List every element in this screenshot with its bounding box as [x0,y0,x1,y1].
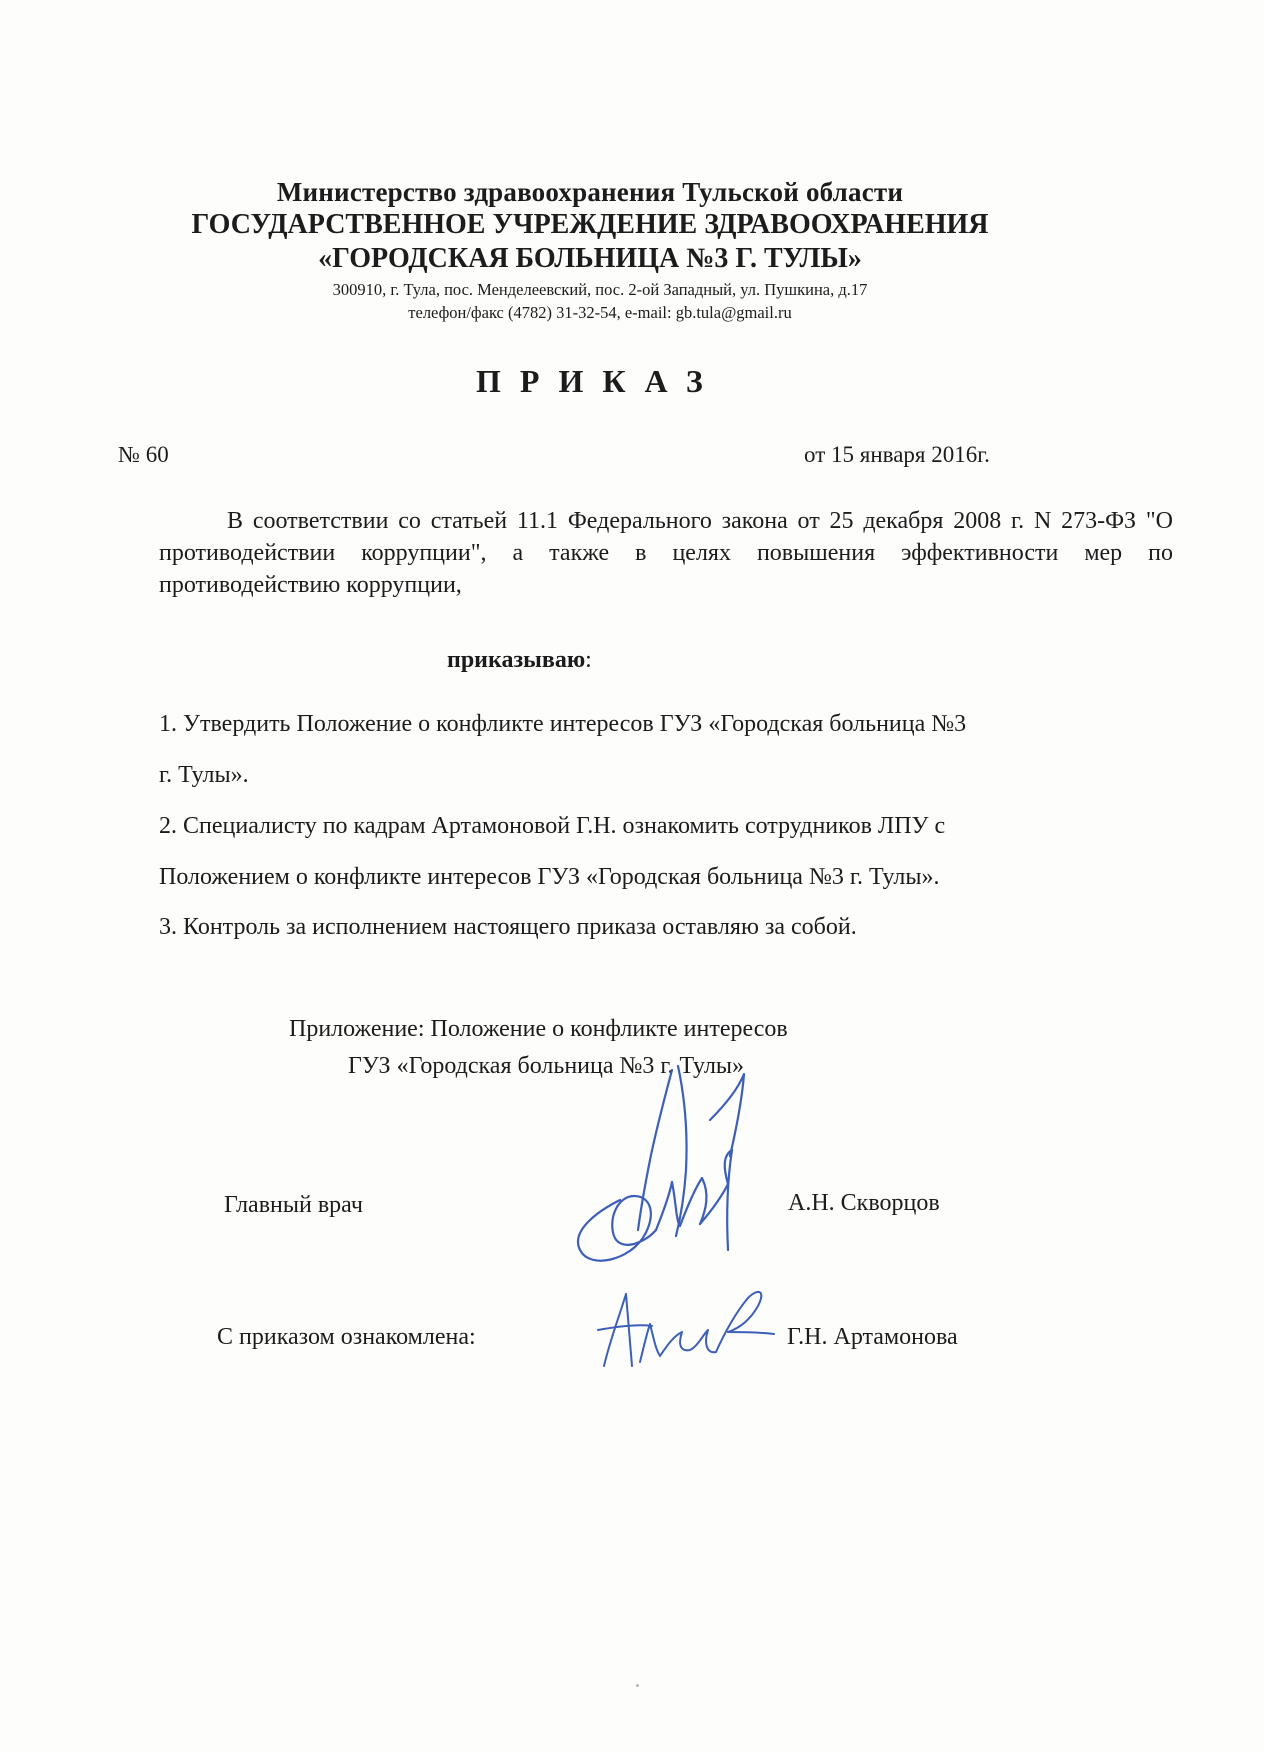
chief-signature-image [560,1060,790,1280]
ministry-name: Министерство здравоохранения Тульской области [276,177,904,207]
document-title: ПРИКАЗ [476,363,722,399]
organization-name-line-1: ГОСУДАРСТВЕННОЕ УЧРЕЖДЕНИЕ ЗДРАВООХРАНЕНИЯ [191,209,989,240]
order-number: № 60 [118,442,169,467]
order-item-1-line-2: г. Тулы». [159,762,249,788]
order-word [447,647,592,674]
acknowledgement-label: С приказом ознакомлена: [217,1324,476,1350]
chief-physician-title: Главный врач [224,1192,363,1218]
scan-speck [636,1684,639,1687]
chief-physician-name: А.Н. Скворцов [788,1190,940,1216]
organization-contacts: телефон/факс (4782) 31-32-54, e-mail: gb.tula@gmail.ru [408,303,792,322]
order-word-text: приказываю [447,647,586,673]
acknowledged-person-name: Г.Н. Артамонова [787,1324,958,1350]
order-item-1-line-1: 1. Утвердить Положение о конфликте интересов ГУЗ «Городская больница №3 [159,711,967,737]
appendix-line-2: ГУЗ «Городская больница №3 г. Тулы» [348,1053,745,1079]
order-word-colon: : [585,647,592,673]
order-item-2-line-1: 2. Специалисту по кадрам Артамоновой Г.Н. ознакомить сотрудников ЛПУ с [159,813,946,839]
order-date: от 15 января 2016г. [804,442,990,467]
appendix-line-1: Приложение: Положение о конфликте интересов [289,1016,788,1042]
acknowledgement-signature-image [590,1270,780,1370]
preamble-paragraph: В соответствии со статьей 11.1 Федерального закона от 25 декабря 2008 г. N 273-ФЗ "О противодействии коррупции", а также в целях повышения эффективности мер по противодействию коррупции, [159,508,1173,598]
order-item-3: 3. Контроль за исполнением настоящего приказа оставляю за собой. [159,914,857,940]
order-item-2-line-2: Положением о конфликте интересов ГУЗ «Городская больница №3 г. Тулы». [159,864,940,890]
organization-address: 300910, г. Тула, пос. Менделеевский, пос. 2-ой Западный, ул. Пушкина, д.17 [332,280,868,299]
organization-name-line-2: «ГОРОДСКАЯ БОЛЬНИЦА №3 Г. ТУЛЫ» [318,243,862,274]
